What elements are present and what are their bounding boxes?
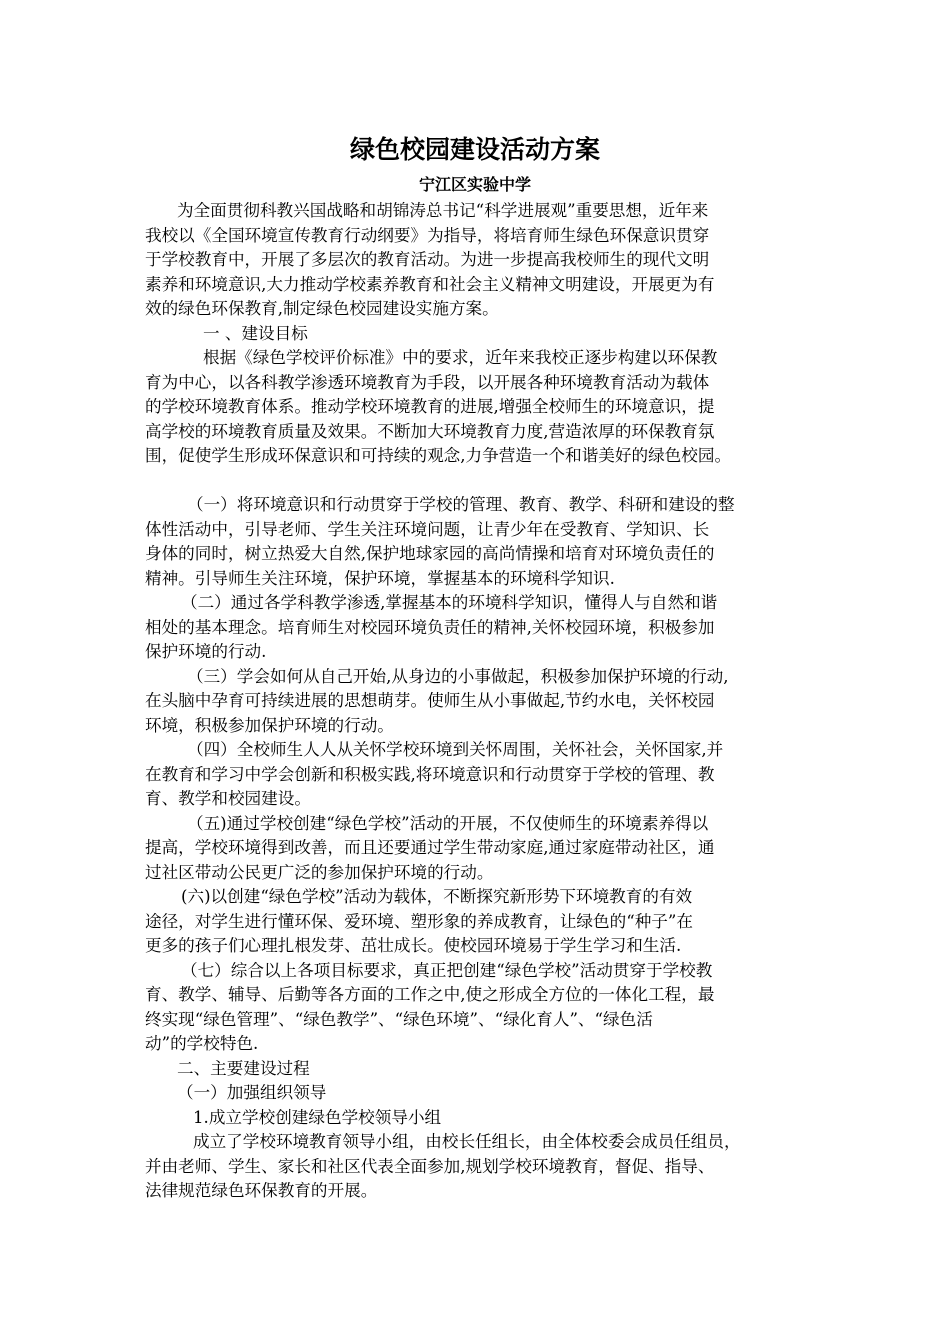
text-line: 并由老师、学生、家长和社区代表全面参加,规划学校环境教育，督促、指导、 bbox=[145, 1156, 715, 1176]
text-line: （七）综合以上各项目标要求，真正把创建“绿色学校”活动贯穿于学校教 bbox=[181, 960, 713, 980]
text-line: （三）学会如何从自己开始,从身边的小事做起，积极参加保护环境的行动, bbox=[187, 666, 729, 686]
text-line: 我校以《全国环境宣传教育行动纲要》为指导，将培育师生绿色环保意识贯穿 bbox=[145, 225, 710, 245]
text-line: 围，促使学生形成环保意识和可持续的观念,力争营造一个和谐美好的绿色校园。 bbox=[145, 446, 732, 465]
text-line: 为全面贯彻科教兴国战略和胡锦涛总书记“科学进展观”重要思想，近年来 bbox=[177, 201, 709, 220]
text-line: 育、教学、辅导、后勤等各方面的工作之中,使之形成全方位的一体化工程，最 bbox=[145, 985, 715, 1004]
text-line: 成立了学校环境教育领导小组，由校长任组长，由全体校委会成员任组员， bbox=[193, 1132, 741, 1151]
text-line: 过社区带动公民更广泛的参加保护环境的行动。 bbox=[145, 862, 494, 882]
document-subtitle: 宁江区实验中学 bbox=[418, 175, 531, 194]
document-title: 绿色校园建设活动方案 bbox=[349, 135, 600, 164]
text-line: （五)通过学校创建“绿色学校”活动的开展，不仅使师生的环境素养得以 bbox=[187, 813, 709, 833]
text-line: 高学校的环境教育质量及效果。不断加大环境教育力度,营造浓厚的环保教育氛 bbox=[145, 421, 715, 441]
text-line: （一）加强组织领导 bbox=[177, 1083, 327, 1102]
text-line: 在头脑中孕育可持续进展的思想萌芽。使师生从小事做起,节约水电，关怀校园 bbox=[145, 691, 715, 710]
text-line: 动”的学校特色. bbox=[145, 1034, 259, 1053]
text-line: 终实现“绿色管理”、“绿色教学”、“绿色环境”、“绿化育人”、“绿色活 bbox=[145, 1009, 653, 1029]
blank-line bbox=[145, 469, 817, 494]
text-line: 于学校教育中，开展了多层次的教育活动。为进一步提高我校师生的现代文明 bbox=[145, 250, 710, 269]
text-line: 途径，对学生进行懂环保、爱环境、塑形象的养成教育，让绿色的“种子”在 bbox=[145, 911, 693, 931]
text-line: （一）将环境意识和行动贯穿于学校的管理、教育、教学、科研和建设的整 bbox=[187, 495, 735, 514]
text-line: 素养和环境意识,大力推动学校素养教育和社会主义精神文明建设，开展更为有 bbox=[145, 274, 715, 294]
text-line: （二）通过各学科教学渗透,掌握基本的环境科学知识，懂得人与自然和谐 bbox=[181, 593, 718, 612]
text-line: 法律规范绿色环保教育的开展。 bbox=[145, 1181, 378, 1200]
text-line: 精神。引导师生关注环境，保护环境，掌握基本的环境科学知识. bbox=[145, 568, 615, 588]
text-line: 在教育和学习中学会创新和积极实践,将环境意识和行动贯穿于学校的管理、教 bbox=[145, 764, 715, 784]
text-line: 育、教学和校园建设。 bbox=[145, 789, 311, 808]
text-line: 相处的基本理念。培育师生对校园环境负责任的精神,关怀校园环境，积极参加 bbox=[145, 617, 715, 637]
text-line: 的学校环境教育体系。推动学校环境教育的进展,增强全校师生的环境意识，提 bbox=[145, 397, 715, 416]
text-line: 效的绿色环保教育,制定绿色校园建设实施方案。 bbox=[145, 299, 499, 318]
text-line: 提高，学校环境得到改善，而且还要通过学生带动家庭,通过家庭带动社区，通 bbox=[145, 838, 715, 857]
text-line: 二、主要建设过程 bbox=[177, 1058, 310, 1078]
text-line: 更多的孩子们心理扎根发芽、茁壮成长。使校园环境易于学生学习和生活. bbox=[145, 936, 682, 955]
text-line: 1.成立学校创建绿色学校领导小组 bbox=[193, 1107, 442, 1127]
text-line: 环境，积极参加保护环境的行动。 bbox=[145, 715, 394, 735]
text-line: 身体的同时，树立热爱大自然,保护地球家园的高尚情操和培育对环境负责任的 bbox=[145, 544, 715, 563]
text-line: 育为中心，以各科教学渗透环境教育为手段，以开展各种环境教育活动为载体 bbox=[145, 372, 710, 392]
text-line: (六)以创建“绿色学校”活动为载体，不断探究新形势下环境教育的有效 bbox=[181, 887, 693, 906]
text-line: 体性活动中，引导老师、学生关注环境问题，让青少年在受教育、学知识、长 bbox=[145, 519, 710, 539]
text-line: 一 、建设目标 bbox=[203, 323, 308, 343]
text-line: 根据《绿色学校评价标准》中的要求，近年来我校正逐步构建以环保教 bbox=[203, 348, 718, 367]
document-body bbox=[145, 199, 817, 1204]
text-line: 保护环境的行动. bbox=[145, 642, 267, 661]
text-line: （四）全校师生人人从关怀学校环境到关怀周围，关怀社会，关怀国家,并 bbox=[187, 740, 724, 759]
